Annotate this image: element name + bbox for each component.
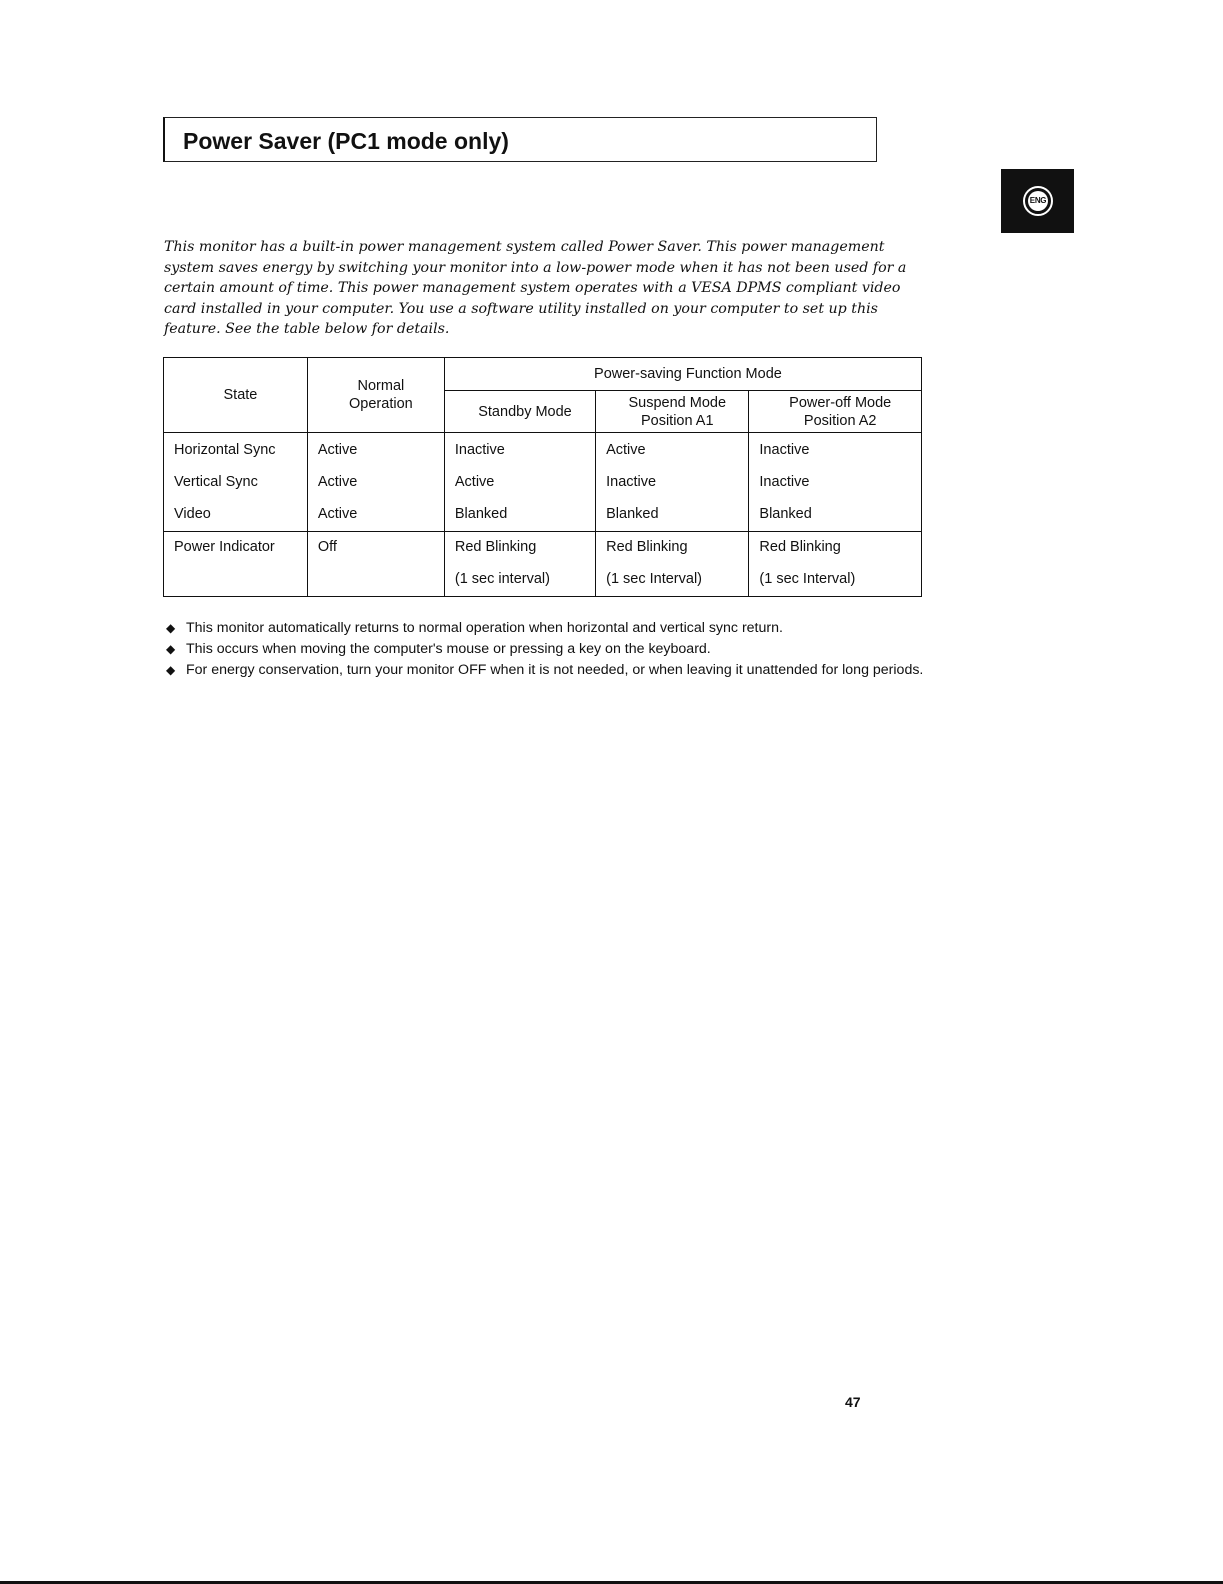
diamond-bullet-icon: ◆ <box>166 663 176 677</box>
intro-paragraph <box>164 237 934 340</box>
header-suspend-line2: Position A1 <box>640 412 714 429</box>
header-normal-line1: Normal <box>357 378 405 394</box>
intro-line: card installed in your computer. You use a software utility installed on your computer to set up this <box>164 300 878 317</box>
cell-state: Vertical Sync <box>164 467 308 499</box>
cell-suspend: (1 sec Interval) <box>596 564 749 597</box>
page-number: 47 <box>845 1394 861 1410</box>
header-off-line1: Power-off Mode <box>789 394 892 411</box>
cell-normal: Active <box>307 499 444 532</box>
list-item <box>164 639 924 660</box>
header-power-saving-group <box>444 358 921 391</box>
list-item <box>164 618 924 639</box>
diamond-bullet-icon: ◆ <box>166 642 176 656</box>
header-suspend-line1: Suspend Mode <box>628 394 727 411</box>
table-row <box>164 499 922 532</box>
header-off-line2: Position A2 <box>803 412 877 429</box>
cell-normal: Active <box>307 467 444 499</box>
cell-power-off: Red Blinking <box>749 532 922 565</box>
cell-power-off: Inactive <box>749 467 922 499</box>
table-row <box>164 564 922 597</box>
cell-power-off: Blanked <box>749 499 922 532</box>
page-title: Power Saver (PC1 mode only) <box>183 128 509 154</box>
eng-language-icon <box>1023 186 1053 216</box>
cell-power-off: Inactive <box>749 433 922 468</box>
cell-power-off: (1 sec Interval) <box>749 564 922 597</box>
list-item <box>164 660 924 681</box>
cell-standby: Red Blinking <box>444 532 595 565</box>
table-row <box>164 433 922 468</box>
cell-normal: Off <box>307 532 444 565</box>
cell-suspend: Blanked <box>596 499 749 532</box>
cell-standby: Blanked <box>444 499 595 532</box>
intro-line: feature. See the table below for details. <box>164 321 450 337</box>
cell-state <box>164 564 308 597</box>
table-row <box>164 532 922 565</box>
intro-line: system saves energy by switching your monitor into a low-power mode when it has not been used for a <box>164 259 907 276</box>
cell-state: Video <box>164 499 308 532</box>
section-title-box <box>163 117 877 162</box>
table-header-row <box>164 358 922 391</box>
intro-line: This monitor has a built-in power management system called Power Saver. This power management <box>164 239 885 255</box>
cell-standby: (1 sec interval) <box>444 564 595 597</box>
cell-standby: Active <box>444 467 595 499</box>
cell-suspend: Inactive <box>596 467 749 499</box>
header-normal-line2: Operation <box>349 396 413 412</box>
cell-suspend: Active <box>596 433 749 468</box>
header-state-label: State <box>223 387 258 403</box>
note-text: This occurs when moving the computer's mouse or pressing a key on the keyboard. <box>186 641 711 657</box>
notes-list <box>164 618 924 681</box>
power-saver-table <box>163 357 922 597</box>
cell-normal <box>307 564 444 597</box>
header-state <box>164 358 308 433</box>
header-power-off <box>749 391 922 433</box>
header-normal-operation <box>307 358 444 433</box>
note-text: This monitor automatically returns to normal operation when horizontal and vertical sync return. <box>186 620 783 636</box>
note-text: For energy conservation, turn your monitor OFF when it is not needed, or when leaving it unattended for long periods. <box>186 662 924 678</box>
diamond-bullet-icon: ◆ <box>166 621 176 635</box>
intro-line: certain amount of time. This power management system operates with a VESA DPMS compliant video <box>164 280 901 296</box>
header-standby <box>444 391 595 433</box>
header-standby-label: Standby Mode <box>478 403 572 420</box>
cell-normal: Active <box>307 433 444 468</box>
cell-state: Horizontal Sync <box>164 433 308 468</box>
language-badge <box>1001 169 1074 233</box>
cell-standby: Inactive <box>444 433 595 468</box>
language-badge-label: ENG <box>1028 191 1048 211</box>
cell-suspend: Red Blinking <box>596 532 749 565</box>
cell-state: Power Indicator <box>164 532 308 565</box>
header-suspend <box>596 391 749 433</box>
header-group-label: Power-saving Function Mode <box>594 366 782 382</box>
table-row <box>164 467 922 499</box>
